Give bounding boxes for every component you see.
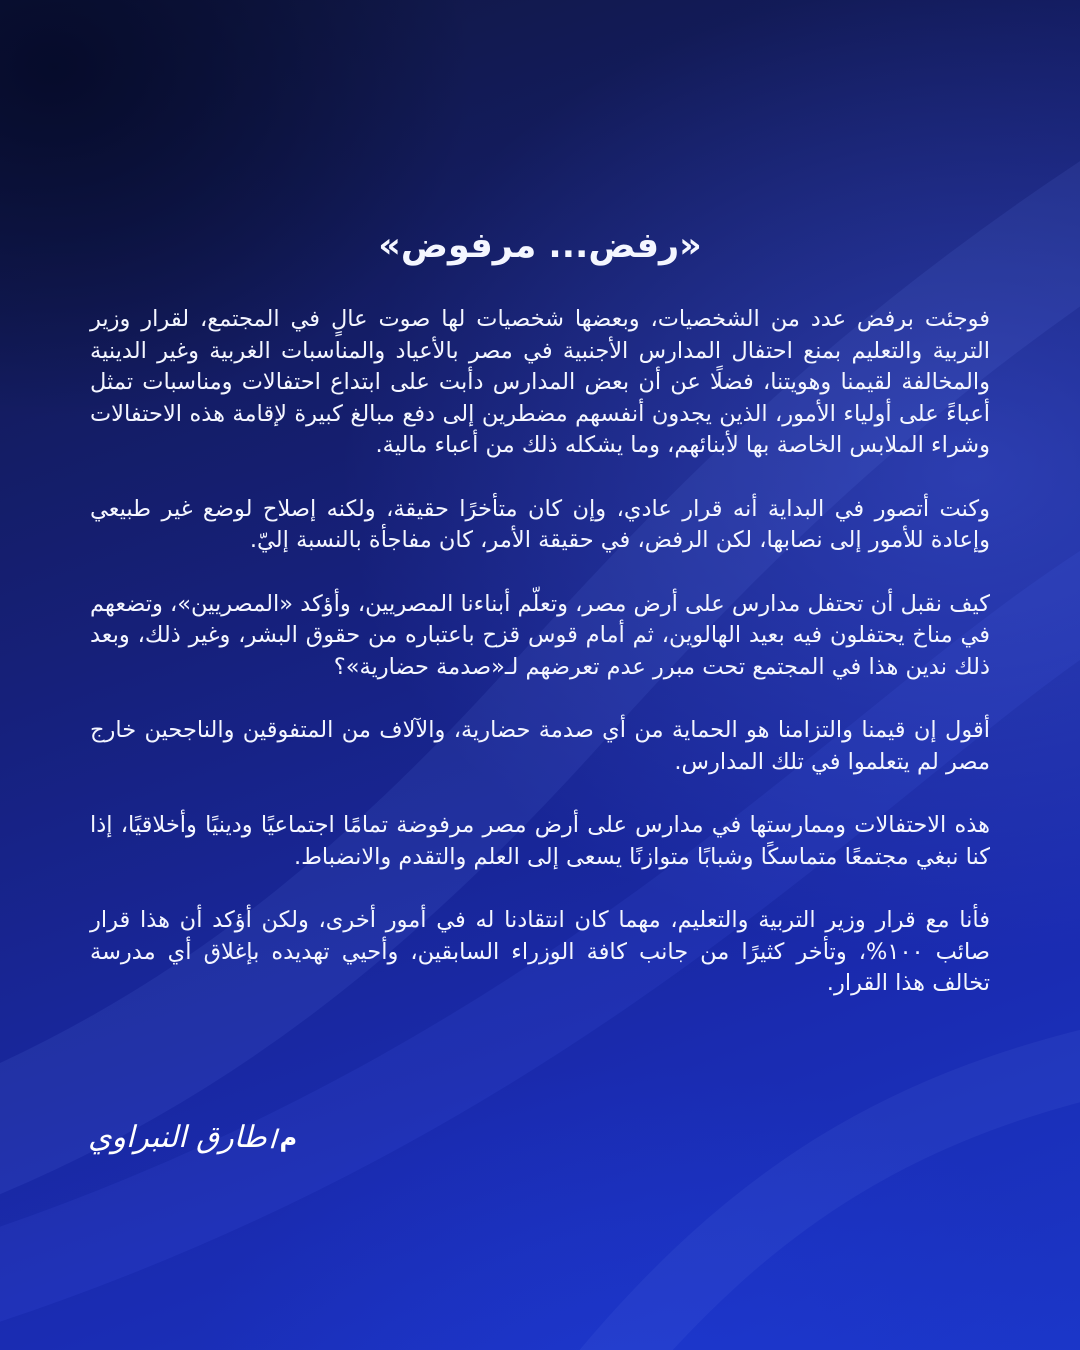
article-paragraph-3: كيف نقبل أن تحتفل مدارس على أرض مصر، وتعلّم أبناءنا المصريين، وأؤكد «المصريين»، وتضعهم في مناخ يحتفلون فيه بعيد الهالوين، ثم أمام قوس قزح باعتباره من حقوق البشر، وغير ذلك، وبعد ذلك ندين هذا في المجتمع تحت مبرر عدم تعرضهم لـ«صدمة حضارية»؟ [90,590,990,680]
signature-name: طارق النبراوي [88,1120,267,1155]
article-paragraph-4: أقول إن قيمنا والتزامنا هو الحماية من أي صدمة حضارية، والآلاف من المتفوقين والناجحين خارج مصر لم يتعلموا في تلك المدارس. [90,717,990,775]
article-paragraph-1: فوجئت برفض عدد من الشخصيات، وبعضها شخصيات لها صوت عالٍ في المجتمع، لقرار وزير التربية والتعليم بمنع احتفال المدارس الأجنبية في مصر بالأعياد والمناسبات الغربية وغير الدينية والمخالفة لقيمنا وهويتنا، فضلًا عن أن بعض المدارس دأبت على ابتداع احتفالات ومناسبات تمثل أعباءً على أولياء الأمور، الذين يجدون أنفسهم مضطرين إلى دفع مبالغ كبيرة لإقامة هذه الاحتفالات وشراء الملابس الخاصة بها لأبنائهم، وما يشكله ذلك من أعباء مالية. [90,306,990,458]
article-paragraph-5: هذه الاحتفالات وممارستها في مدارس على أرض مصر مرفوضة تمامًا اجتماعيًا ودينيًا وأخلاقيًا، إذا كنا نبغي مجتمعًا متماسكًا وشبابًا متوازنًا يسعى إلى العلم والتقدم والانضباط. [90,812,990,870]
article [90,226,990,1032]
author-signature [88,1120,297,1155]
article-paragraph-6: فأنا مع قرار وزير التربية والتعليم، مهما كان انتقادنا له في أمور أخرى، ولكن أؤكد أن هذا قرار صائب ١٠٠%، وتأخر كثيرًا من جانب كافة الوزراء السابقين، وأحيي تهديده بإغلاق أي مدرسة تخالف هذا القرار. [90,907,990,996]
signature-prefix: م/ [270,1123,298,1152]
article-paragraph-2: وكنت أتصور في البداية أنه قرار عادي، وإن كان متأخرًا حقيقة، ولكنه إصلاح لوضع غير طبيعي وإعادة للأمور إلى نصابها، لكن الرفض، في حقيقة الأمر، كان مفاجأة بالنسبة إليّ. [90,495,990,553]
article-title: «رفض... مرفوض» [378,226,702,266]
